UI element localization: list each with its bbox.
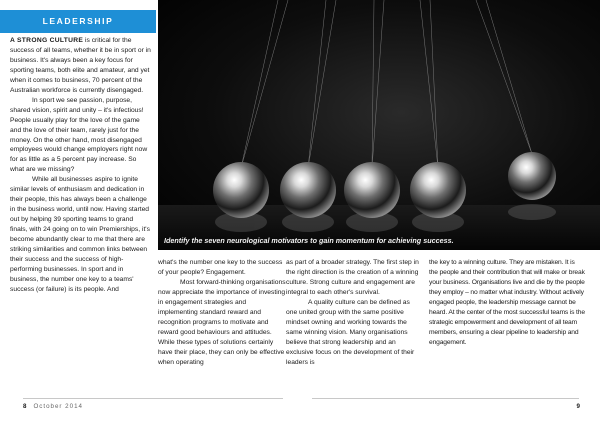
cradle-strings: [241, 0, 532, 168]
string: [241, 0, 278, 168]
paragraph: While all businesses aspire to ignite similar levels of enthusiasm and dedication in their people, this has always been a challenge in the business world, until now. Having started out by helping 39 sporting teams to grand finals, with 24 going on to win Premierships, it's become abundantly clear to me that there are striking similarities and common links between their success and the success of high-performing businesses. In sport and in business, the number one key to a teams' success (or failure) is its people. And: [10, 176, 150, 293]
string: [486, 0, 532, 154]
paragraph: the key to a winning culture. They are mistaken. It is the people and their contribution that will make or break your business. Organisations live and die by the people they employ – no matter what industry. Without actively engaged people, the leadership message cannot be heard. At the center of the most successful teams is the strategic empowerment and development of all team members, ensuring a clear pipeline to leadership and engagement.: [429, 259, 585, 346]
paragraph: A quality culture can be defined as one united group with the same positive mindset owning and working towards the same winning vision. Many organisations believe that strong leadership and an exclusive focus on the development of their leaders is: [286, 298, 415, 366]
string: [308, 0, 326, 168]
left-page-number: 8: [23, 403, 28, 410]
steel-ball: [280, 162, 336, 218]
newtons-cradle-illustration: [158, 0, 600, 250]
steel-ball: [213, 162, 269, 218]
paragraph: In sport we see passion, purpose, shared vision, spirit and unity – it's infectious! People usually play for the love of the game and the love of their team, rarely just for the money. On the other hand, most disengaged employees would change employers right now for as little as a 5 percent pay increase. So what are we missing?: [10, 96, 148, 174]
string: [241, 0, 288, 168]
lead-paragraph-text: is critical for the success of all teams, whether it be in sport or in business. It's always been a key focus for sporting teams, both elite and amateur, and yet when it comes to business, 70 percent of the Australian workforce is currently disengaged.: [10, 37, 151, 94]
article-column-2: [158, 258, 286, 392]
steel-ball: [508, 152, 556, 200]
paragraph: Most forward-thinking organisations now appreciate the importance of investing in engagement strategies and implementing standard reward and recognition programs to motivate and reward good behaviours and attitudes. While these types of solutions certainly have their place, they can only be effective when operating: [158, 278, 286, 366]
footer-rule-right: [312, 398, 579, 399]
footer-rule-left: [23, 398, 283, 399]
article-column-4: [429, 258, 585, 392]
newtons-cradle-photo: [158, 0, 600, 250]
string: [476, 0, 532, 154]
string: [420, 0, 438, 168]
issue-date: October 2014: [33, 403, 83, 410]
steel-ball: [344, 162, 400, 218]
lead-in: A STRONG CULTURE: [10, 37, 84, 44]
string: [430, 0, 438, 168]
photo-caption: Identify the seven neurological motivators to gain momentum for achieving success.: [164, 236, 454, 245]
left-folio: [23, 401, 83, 413]
right-page-number: 9: [576, 403, 580, 410]
paragraph: what's the number one key to the success of your people? Engagement.: [158, 259, 283, 276]
string: [308, 0, 336, 168]
paragraph: as part of a broader strategy. The first step in the right direction is the creation of a winning culture. Strong culture and engagement are integral to each other's survival.: [286, 259, 419, 296]
paragraph: [10, 36, 152, 96]
article-column-1: [10, 36, 152, 394]
article-column-3: [286, 258, 422, 392]
section-label: LEADERSHIP: [0, 10, 156, 33]
steel-ball: [410, 162, 466, 218]
